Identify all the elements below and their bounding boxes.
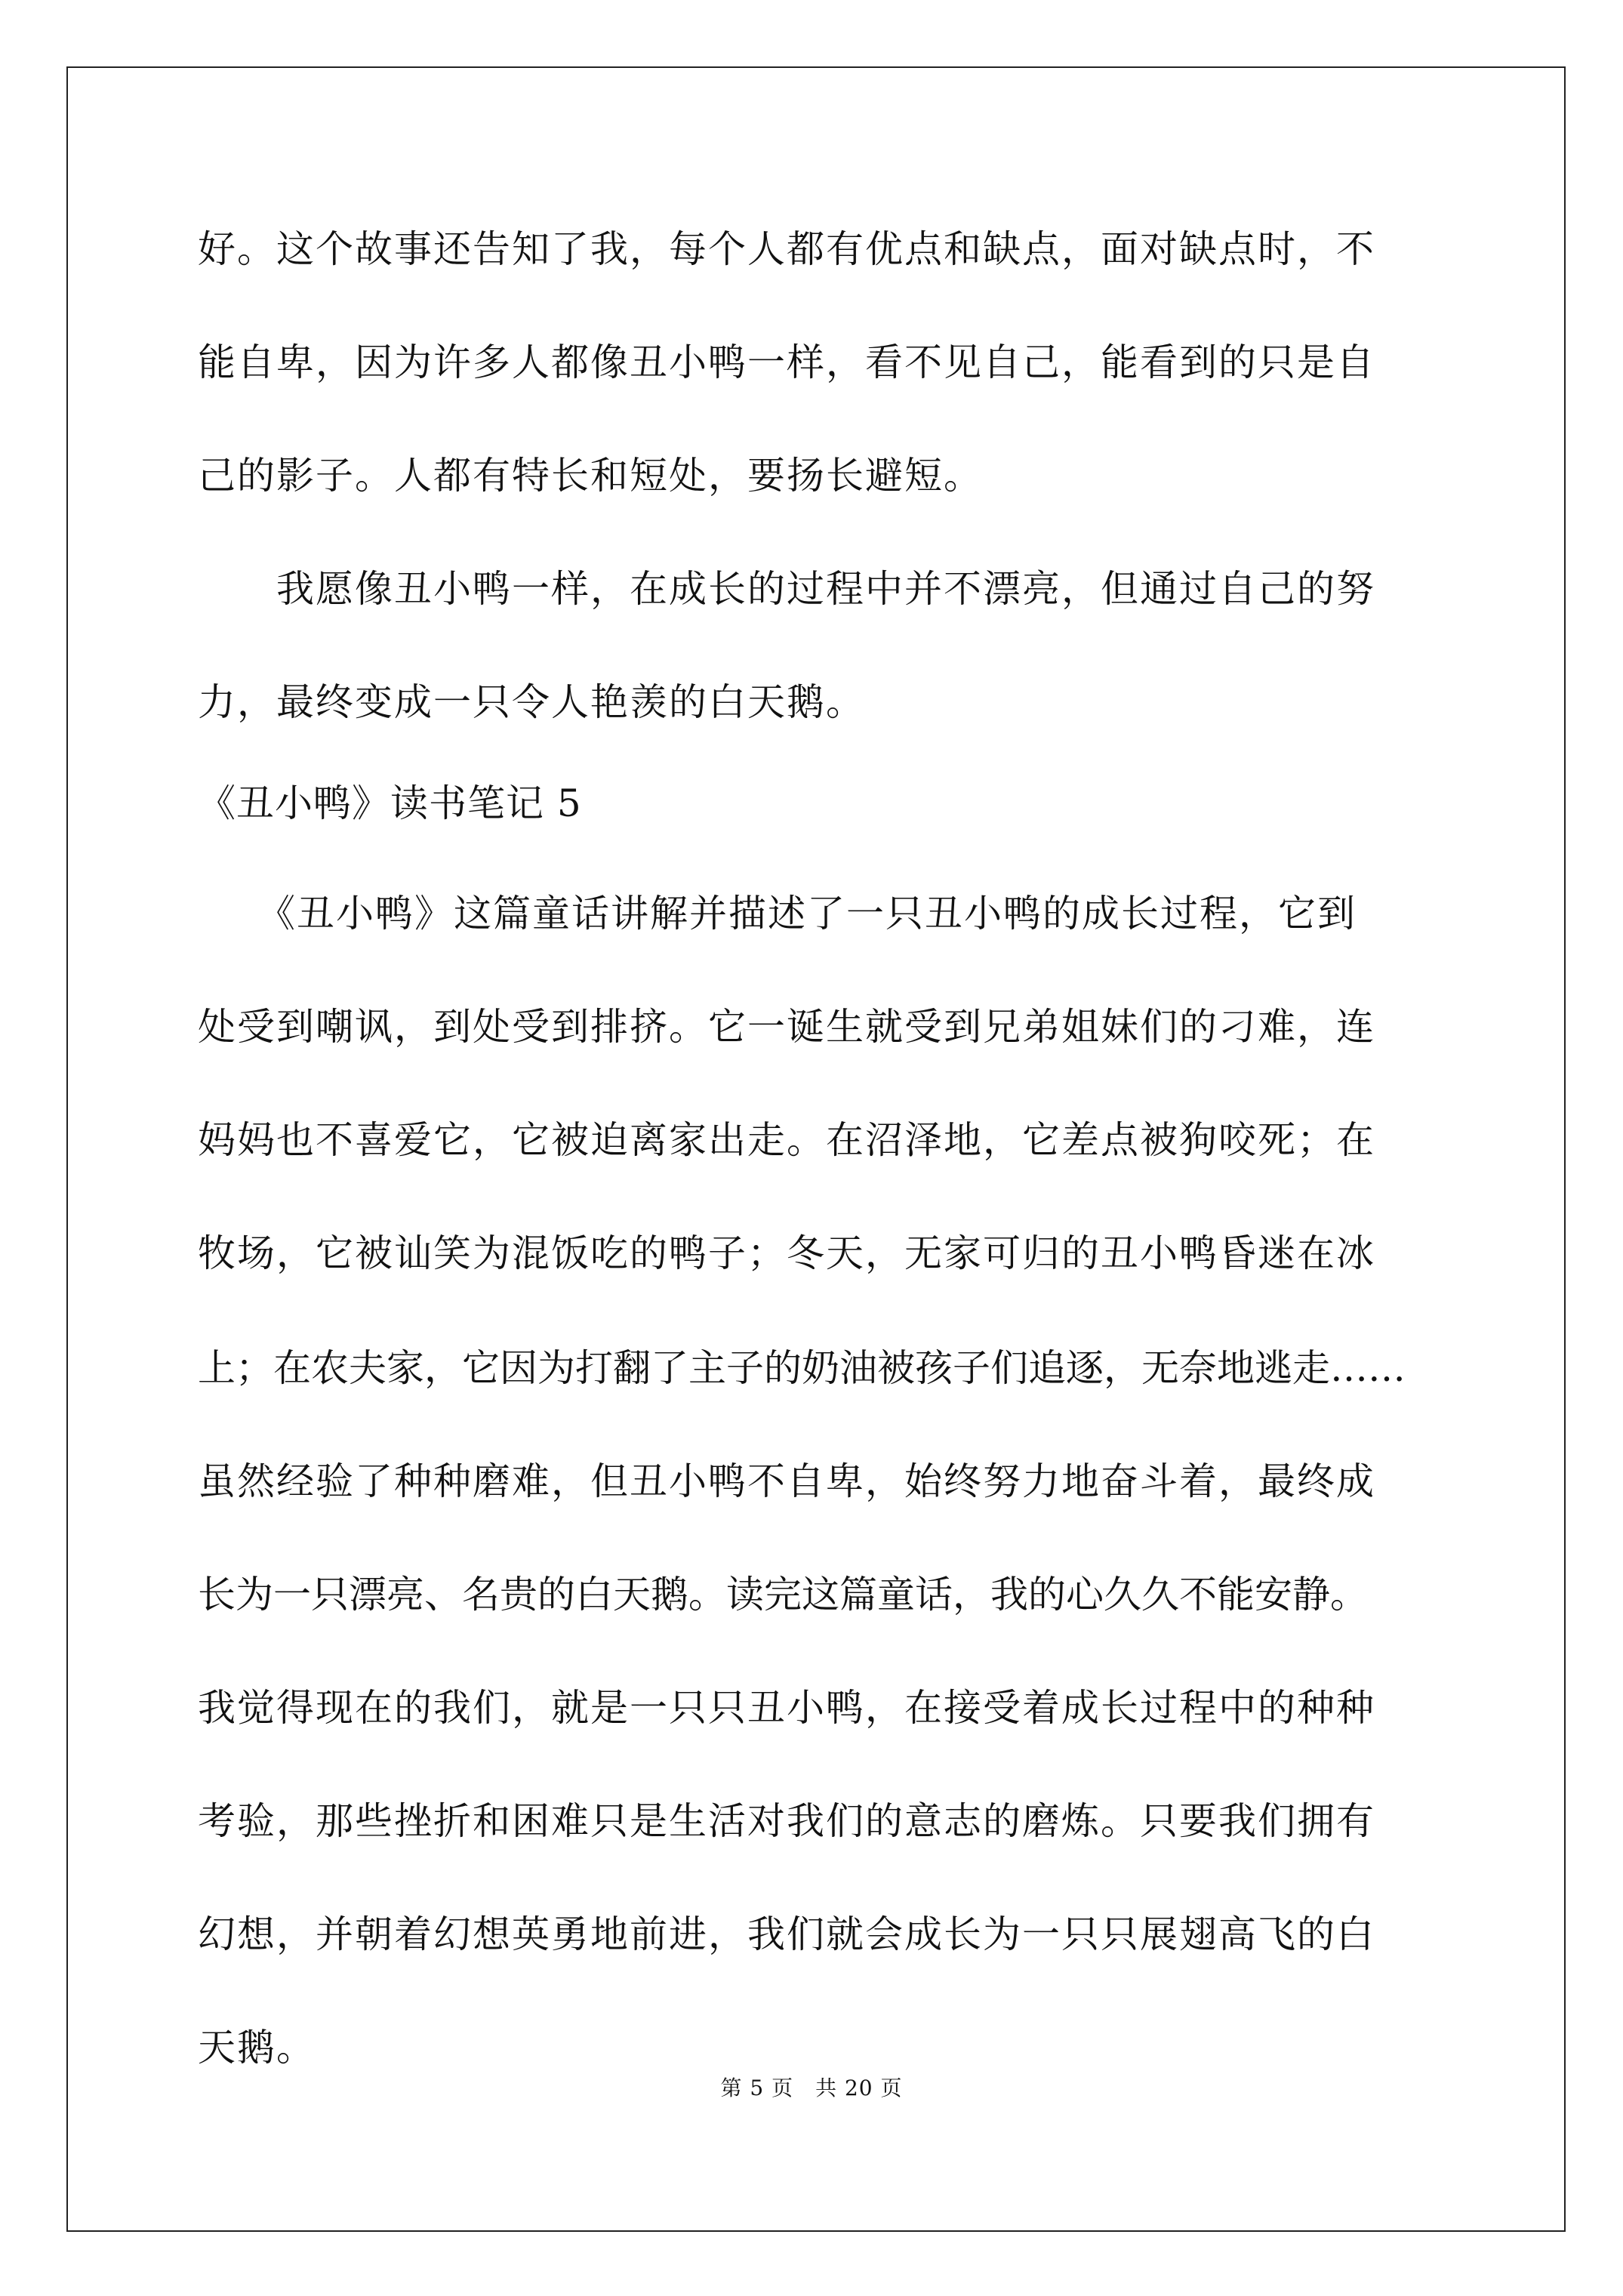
page-number-footer: 第 5 页 共 20 页 [720, 2076, 903, 2100]
section-heading: 《丑小鸭》读书笔记 5 [198, 781, 582, 825]
text-line: 上；在农夫家，它因为打翻了主子的奶油被孩子们追逐，无奈地逃走…… [198, 1346, 1406, 1390]
text-line: 长为一只漂亮、名贵的白天鹅。读完这篇童话，我的心久久不能安静。 [198, 1573, 1368, 1616]
text-line: 天鹅。 [198, 2026, 316, 2069]
text-line: 考验，那些挫折和困难只是生活对我们的意志的磨炼。只要我们拥有 [198, 1799, 1375, 1843]
text-line: 好。这个故事还告知了我，每个人都有优点和缺点，面对缺点时，不 [198, 227, 1375, 271]
text-line: 己的影子。人都有特长和短处，要扬长避短。 [198, 454, 983, 498]
text-line: 我愿像丑小鸭一样，在成长的过程中并不漂亮，但通过自己的努 [198, 567, 1375, 611]
text-line: 我觉得现在的我们，就是一只只丑小鸭，在接受着成长过程中的种种 [198, 1686, 1375, 1730]
text-line: 虽然经验了种种磨难，但丑小鸭不自卑，始终努力地奋斗着，最终成 [198, 1459, 1375, 1503]
text-line: 牧场，它被讪笑为混饭吃的鸭子；冬天，无家可归的丑小鸭昏迷在冰 [198, 1231, 1375, 1275]
text-line: 处受到嘲讽，到处受到排挤。它一诞生就受到兄弟姐妹们的刁难，连 [198, 1005, 1375, 1049]
text-line: 妈妈也不喜爱它，它被迫离家出走。在沼泽地，它差点被狗咬死；在 [198, 1118, 1375, 1162]
text-line: 《丑小鸭》这篇童话讲解并描述了一只丑小鸭的成长过程，它到 [198, 892, 1357, 935]
text-line: 力，最终变成一只令人艳羡的白天鹅。 [198, 680, 865, 724]
text-line: 幻想，并朝着幻想英勇地前进，我们就会成长为一只只展翅高飞的白 [198, 1912, 1375, 1956]
text-line: 能自卑，因为许多人都像丑小鸭一样，看不见自己，能看到的只是自 [198, 341, 1375, 384]
